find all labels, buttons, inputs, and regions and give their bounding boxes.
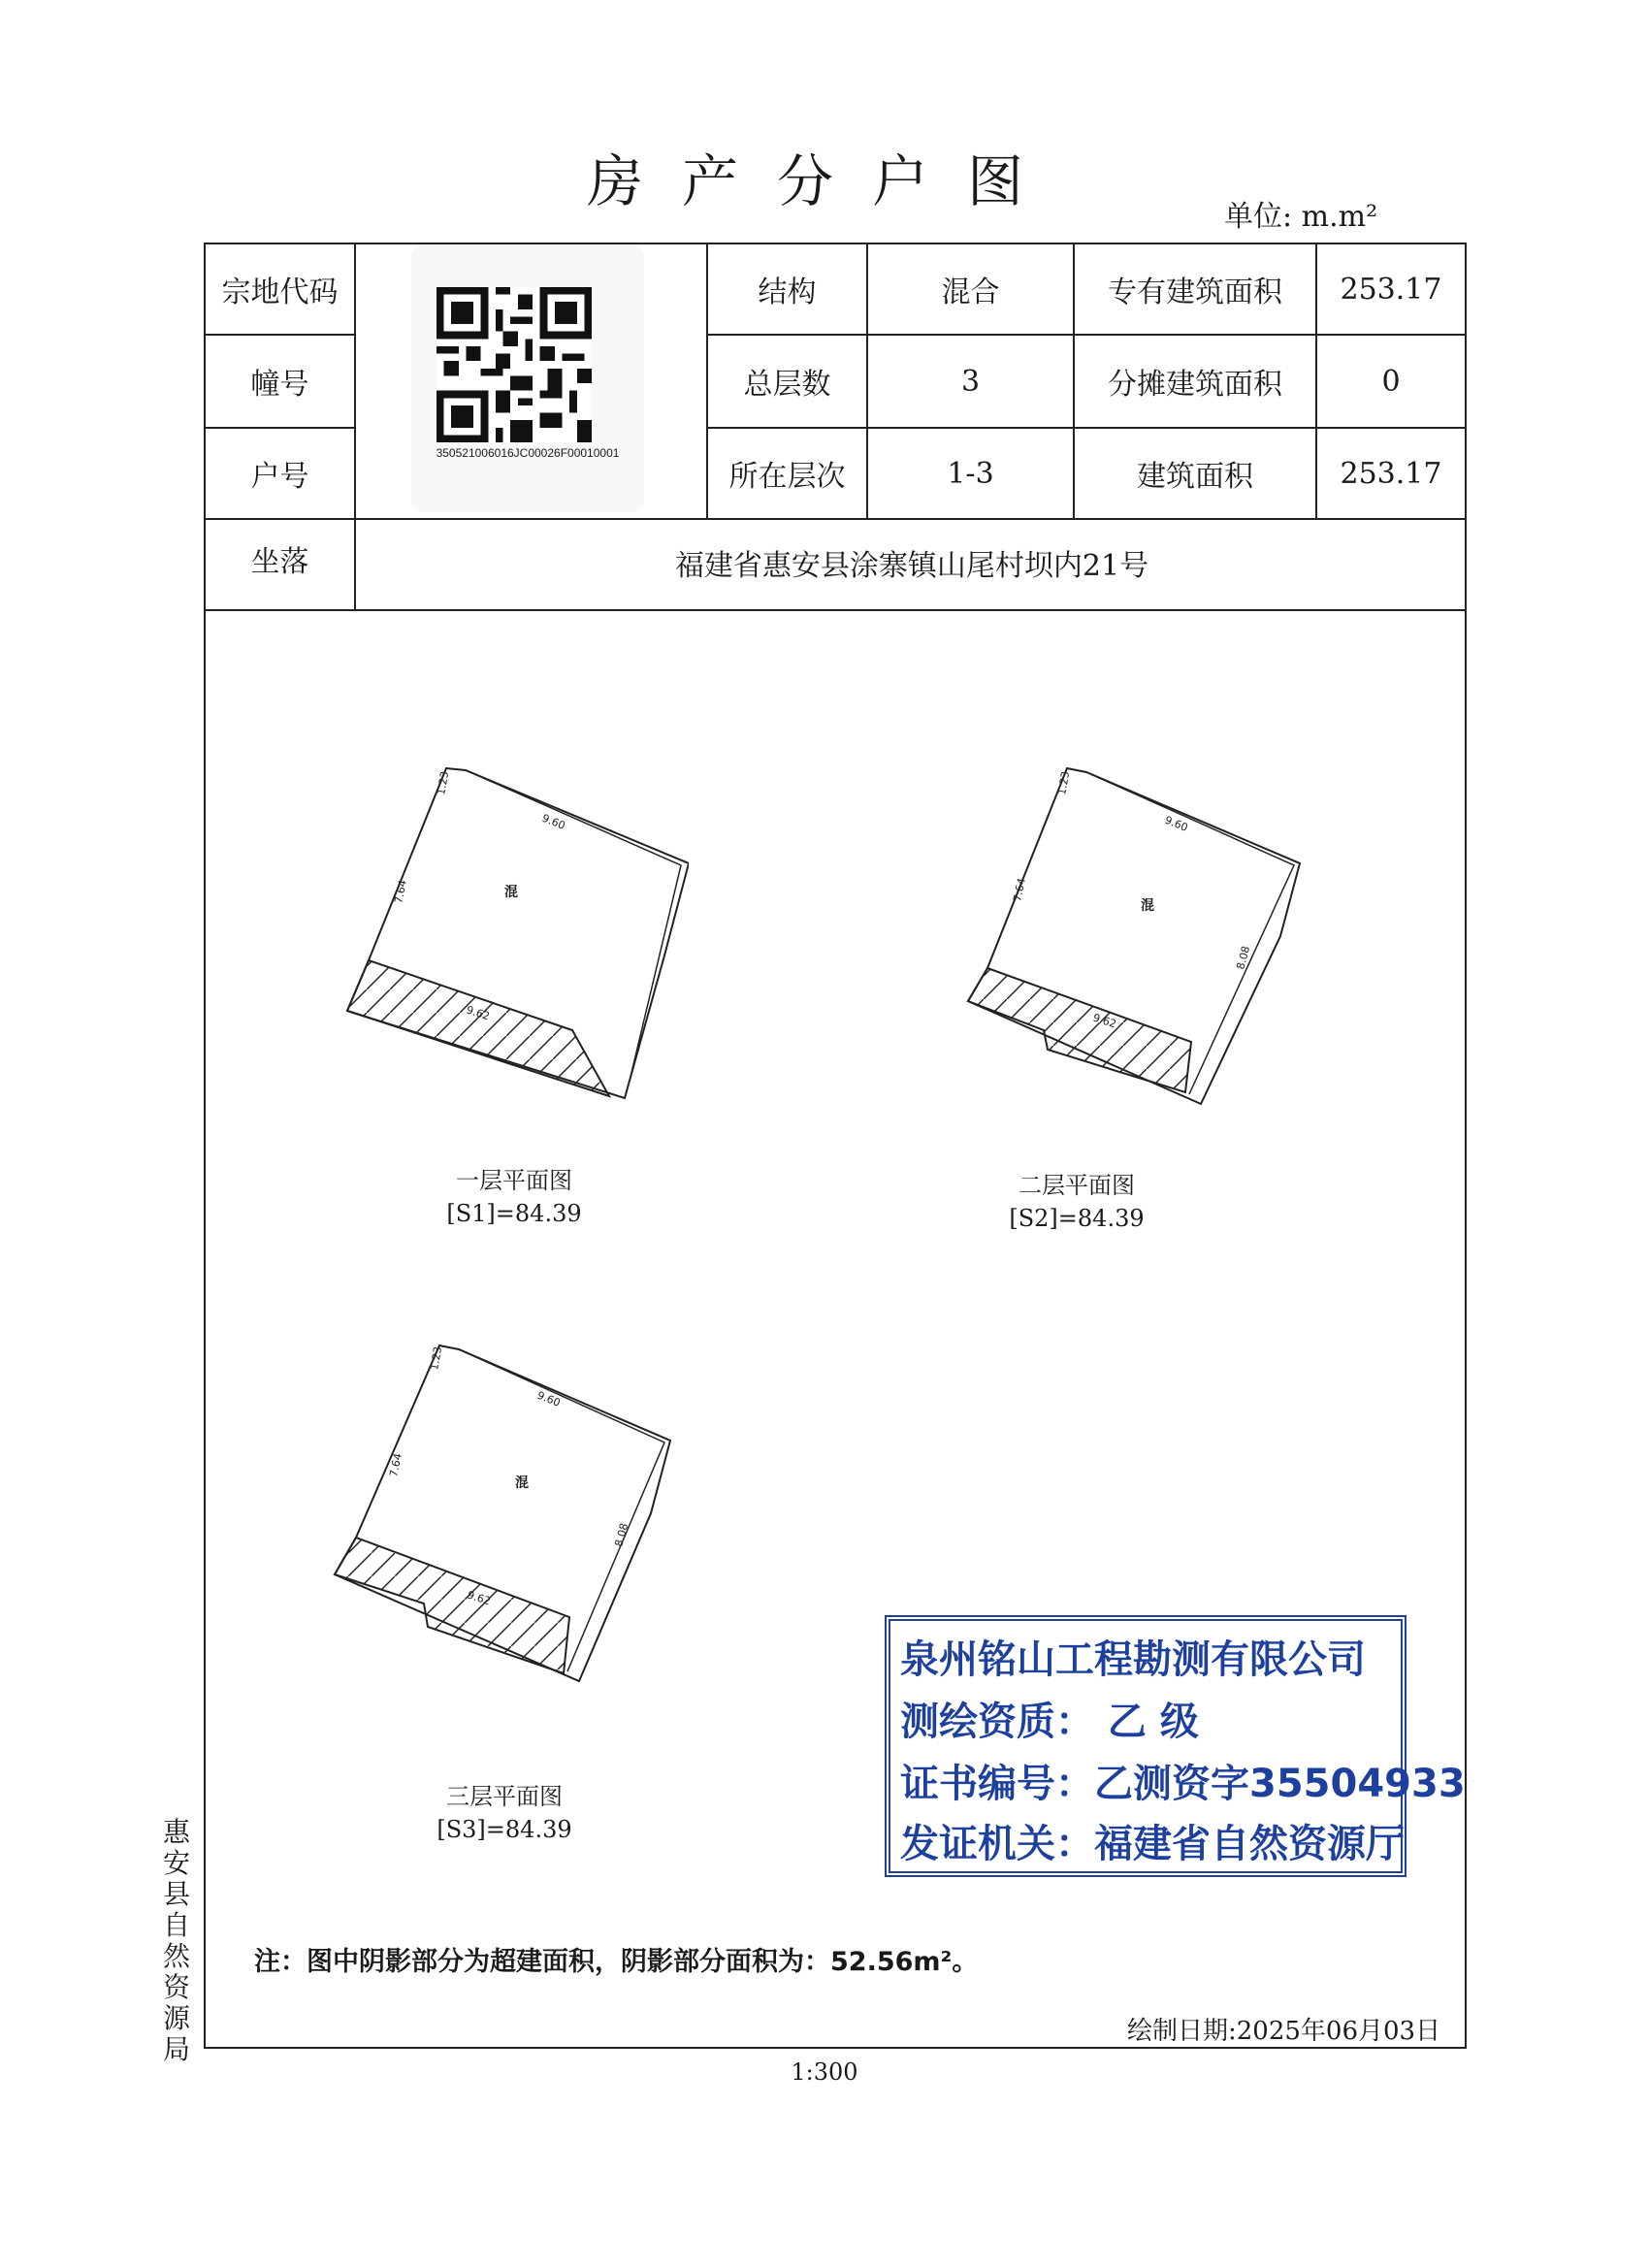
exclusive-area-label: 专有建筑面积 [1108, 275, 1282, 309]
building-no-label: 幢号 [250, 368, 309, 402]
parcel-code-label: 宗地代码 [221, 275, 339, 309]
plan3-dim-top: 9.60 [534, 1388, 563, 1409]
plan1-dim-bottom: 9.62 [465, 1003, 492, 1023]
plan2-dim-top: 9.60 [1162, 813, 1190, 834]
structure-value: 混合 [941, 275, 1000, 309]
floor-plan-3 [325, 1344, 674, 1683]
building-area-label: 建筑面积 [1137, 460, 1253, 494]
qr-code-icon [436, 287, 592, 442]
plan1-material: 混 [504, 885, 518, 900]
shared-area-label: 分摊建筑面积 [1108, 368, 1282, 402]
stamp-qualification: 测绘资质： 乙 级 [900, 1700, 1199, 1744]
grid-line [204, 518, 1467, 520]
shared-area-value: 0 [1381, 364, 1401, 399]
plan2-title: 二层平面图 [1018, 1172, 1135, 1199]
plan3-material: 混 [515, 1475, 529, 1491]
plan2-dim-right: 8.08 [1234, 944, 1253, 971]
plan1-dim-left: 7.64 [392, 878, 410, 905]
structure-label: 结构 [758, 275, 817, 309]
stamp-certificate: 证书编号：乙测资字35504933 [900, 1762, 1466, 1806]
plan2-dim-left: 7.64 [1011, 876, 1029, 903]
issuing-authority-label: 惠安县自然资源局 [162, 1816, 190, 2065]
unit-no-label: 户号 [250, 460, 309, 494]
stamp-company: 泉州铭山工程勘测有限公司 [900, 1637, 1366, 1682]
plan2-material: 混 [1141, 898, 1154, 914]
location-label: 坐落 [250, 545, 309, 579]
grid-line [354, 243, 356, 609]
total-floors-value: 3 [960, 364, 981, 399]
floor-range-label: 所在层次 [728, 460, 846, 494]
plan2-dim-top-short: 1.23 [1055, 770, 1073, 796]
qr-code-text: 350521006016JC00026F00010001 [436, 446, 620, 460]
location-value: 福建省惠安县涂寨镇山尾村坝内21号 [674, 549, 1149, 583]
document-title: 房产分户图 [586, 148, 1062, 214]
plan3-dim-bottom: 9.62 [466, 1588, 493, 1608]
unit-label: 单位: m.m² [1224, 200, 1378, 234]
draw-date: 绘制日期:2025年06月03日 [1127, 2017, 1441, 2046]
shaded-area-note: 注：图中阴影部分为超建面积，阴影部分面积为：52.56m²。 [254, 1947, 979, 1977]
plan3-dim-right: 8.08 [612, 1521, 631, 1548]
plan1-caption [398, 1164, 630, 1230]
building-area-value: 253.17 [1340, 456, 1442, 491]
grid-line [204, 609, 1467, 611]
plan3-area: [S3]=84.39 [436, 1816, 572, 1843]
plan3-dim-left: 7.64 [387, 1451, 405, 1478]
total-floors-label: 总层数 [743, 368, 831, 402]
plan1-area: [S1]=84.39 [446, 1200, 582, 1227]
floor-plan-2 [960, 766, 1310, 1106]
plan3-caption [388, 1780, 621, 1846]
floor-range-value: 1-3 [947, 456, 994, 491]
plan1-dim-top-short: 1.23 [435, 770, 452, 796]
plan1-title: 一层平面图 [456, 1167, 572, 1194]
floor-plan-1 [320, 757, 689, 1116]
plan3-dim-top-short: 1.23 [428, 1345, 445, 1372]
plan2-dim-bottom: 9.62 [1091, 1011, 1118, 1031]
surveyor-stamp [885, 1615, 1466, 1877]
plan2-caption [960, 1169, 1193, 1235]
stamp-issuer: 发证机关：福建省自然资源厅 [900, 1822, 1405, 1866]
scale-label: 1:300 [791, 2058, 858, 2086]
plan2-area: [S2]=84.39 [1009, 1205, 1145, 1232]
plan3-title: 三层平面图 [446, 1783, 563, 1810]
exclusive-area-value: 253.17 [1340, 272, 1442, 307]
plan1-dim-top: 9.60 [539, 811, 567, 832]
